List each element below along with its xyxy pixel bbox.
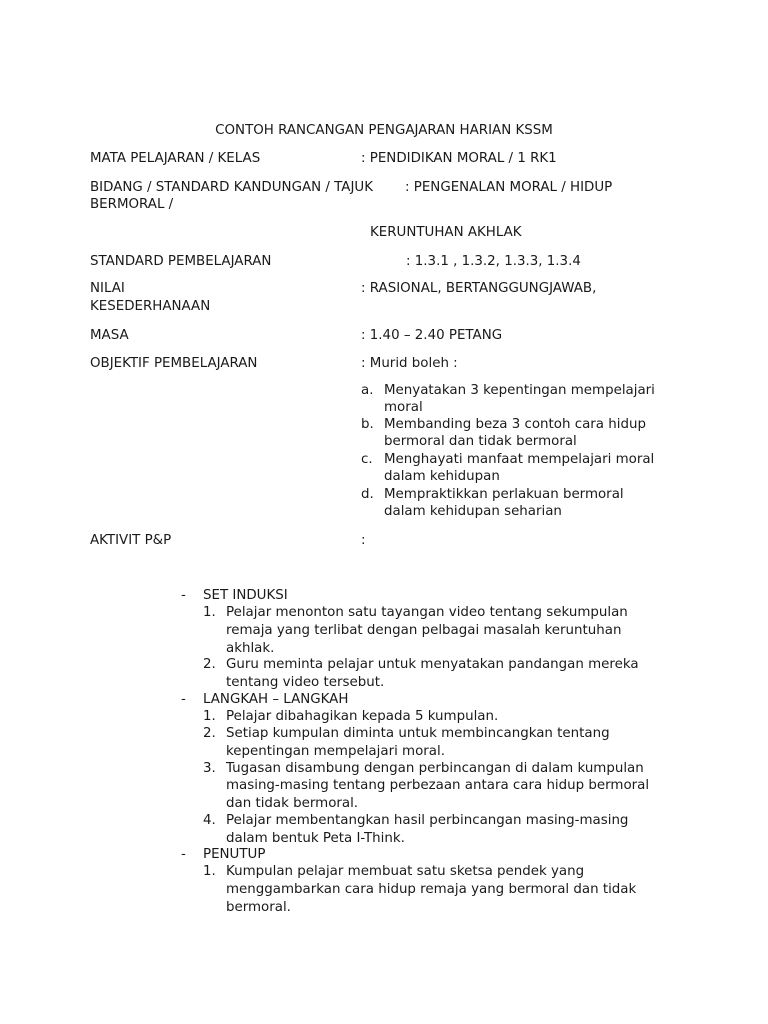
list-item-line: bermoral. (226, 900, 291, 915)
document-title: CONTOH RANCANGAN PENGAJARAN HARIAN KSSM (215, 123, 553, 138)
bidang-continuation: BERMORAL / (90, 197, 174, 212)
list-item-line: dalam bentuk Peta I-Think. (226, 831, 405, 846)
aktiviti-label: AKTIVIT P&P (90, 533, 172, 548)
standard-pembelajaran-label: STANDARD PEMBELAJARAN (90, 254, 272, 269)
list-marker: 1. (203, 605, 216, 620)
list-item-line: bermoral dan tidak bermoral (384, 434, 577, 449)
list-item-line: Guru meminta pelajar untuk menyatakan pandangan mereka (226, 657, 639, 672)
section-dash: - (181, 847, 186, 862)
list-item-line: menggambarkan cara hidup remaja yang bermoral dan tidak (226, 882, 637, 897)
list-item-line: Pelajar membentangkan hasil perbincangan masing-masing (226, 813, 629, 828)
list-marker: 1. (203, 864, 216, 879)
list-marker: 2. (203, 726, 216, 741)
list-item-line: tentang video tersebut. (226, 675, 385, 690)
section-heading: PENUTUP (203, 847, 266, 862)
masa-label: MASA (90, 328, 129, 343)
list-item-line: Menyatakan 3 kepentingan mempelajari (384, 383, 655, 398)
list-item-line: dalam kehidupan seharian (384, 504, 562, 519)
list-marker: 4. (203, 813, 216, 828)
section-heading: SET INDUKSI (203, 588, 288, 603)
list-item-line: Pelajar menonton satu tayangan video tentang sekumpulan (226, 605, 628, 620)
list-item-line: kepentingan mempelajari moral. (226, 744, 445, 759)
nilai-continuation: KESEDERHANAAN (90, 299, 211, 314)
nilai-label: NILAI (90, 281, 125, 296)
list-item-line: Menghayati manfaat mempelajari moral (384, 452, 655, 467)
list-item-line: remaja yang terlibat dengan pelbagai masalah keruntuhan (226, 623, 622, 638)
list-item-line: Tugasan disambung dengan perbincangan di dalam kumpulan (226, 761, 644, 776)
list-item-line: Pelajar dibahagikan kepada 5 kumpulan. (226, 709, 499, 724)
list-marker: d. (361, 487, 374, 502)
bidang-value: : PENGENALAN MORAL / HIDUP (405, 180, 613, 195)
section-dash: - (181, 588, 186, 603)
list-item-line: Kumpulan pelajar membuat satu sketsa pendek yang (226, 864, 585, 879)
list-marker: c. (361, 452, 373, 467)
list-marker: 3. (203, 761, 216, 776)
aktiviti-value: : (361, 533, 366, 548)
section-heading: LANGKAH – LANGKAH (203, 692, 349, 707)
mata-pelajaran-label: MATA PELAJARAN / KELAS (90, 151, 261, 166)
section-dash: - (181, 692, 186, 707)
mata-pelajaran-value: : PENDIDIKAN MORAL / 1 RK1 (361, 151, 557, 166)
list-item-line: moral (384, 400, 423, 415)
objektif-label: OBJEKTIF PEMBELAJARAN (90, 356, 258, 371)
bidang-label: BIDANG / STANDARD KANDUNGAN / TAJUK (90, 180, 373, 195)
list-marker: 2. (203, 657, 216, 672)
standard-pembelajaran-value: : 1.3.1 , 1.3.2, 1.3.3, 1.3.4 (406, 254, 581, 269)
list-marker: 1. (203, 709, 216, 724)
list-marker: b. (361, 417, 374, 432)
bidang-continuation-2: KERUNTUHAN AKHLAK (370, 225, 522, 240)
masa-value: : 1.40 – 2.40 PETANG (361, 328, 503, 343)
list-item-line: Membanding beza 3 contoh cara hidup (384, 417, 646, 432)
list-marker: a. (361, 383, 374, 398)
list-item-line: akhlak. (226, 641, 275, 656)
list-item-line: dan tidak bermoral. (226, 796, 359, 811)
list-item-line: masing-masing tentang perbezaan antara cara hidup bermoral (226, 778, 650, 793)
objektif-value: : Murid boleh : (361, 356, 458, 371)
nilai-value: : RASIONAL, BERTANGGUNGJAWAB, (361, 281, 597, 296)
list-item-line: dalam kehidupan (384, 469, 500, 484)
list-item-line: Setiap kumpulan diminta untuk membincangkan tentang (226, 726, 610, 741)
list-item-line: Mempraktikkan perlakuan bermoral (384, 487, 624, 502)
